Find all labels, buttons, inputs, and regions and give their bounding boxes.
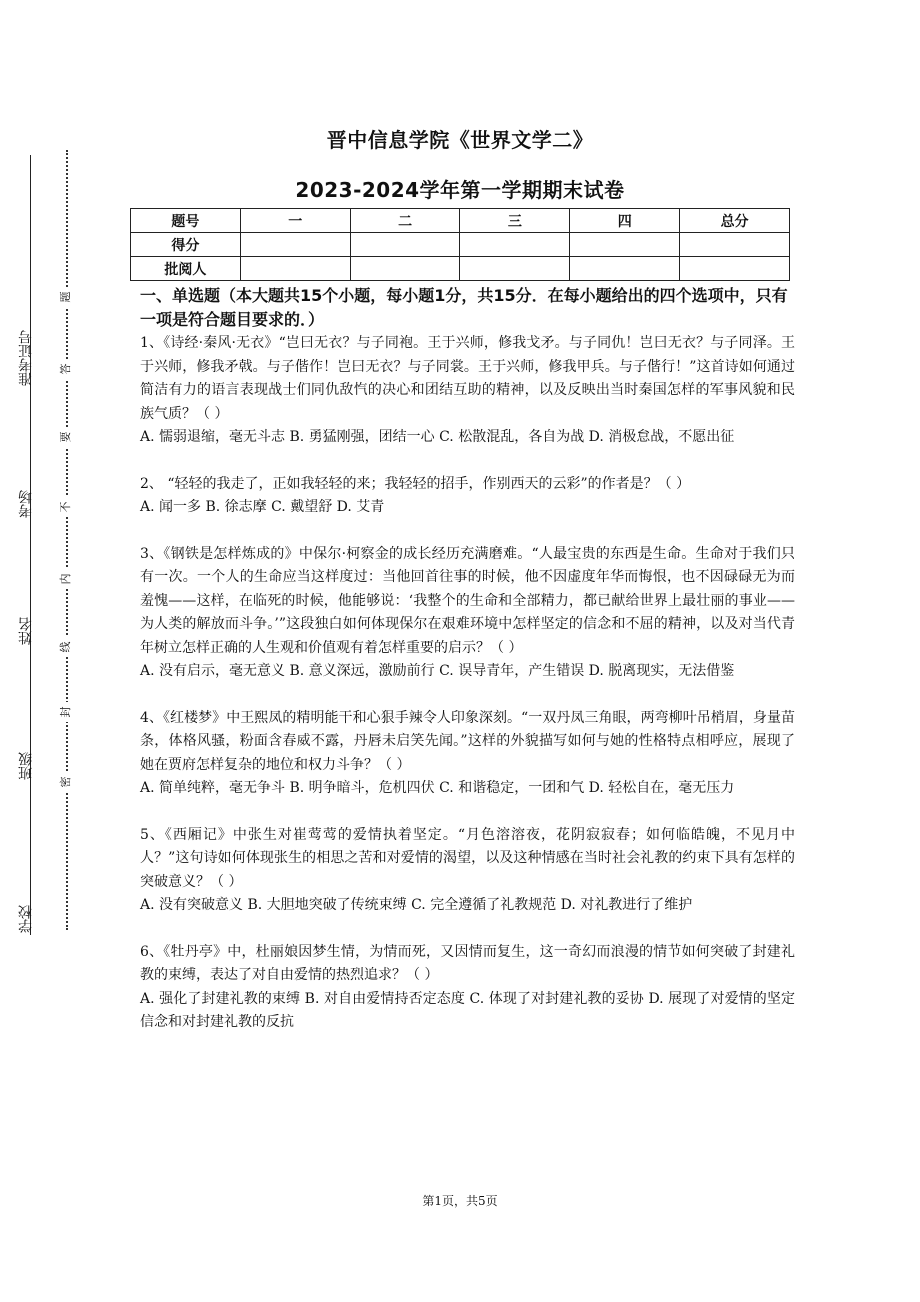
- question-5: [140, 824, 795, 918]
- grader-cell[interactable]: [350, 257, 460, 281]
- score-cell[interactable]: [460, 233, 570, 257]
- row-label-grader: 批阅人: [131, 257, 241, 281]
- question-3: [140, 543, 795, 684]
- binding-fill-line: [30, 155, 31, 935]
- table-header-cell: 四: [570, 209, 680, 233]
- table-header-cell: 一: [240, 209, 350, 233]
- question-6: [140, 941, 795, 1035]
- grader-row: [131, 257, 790, 281]
- score-table: [130, 208, 790, 281]
- question-options: A. 没有突破意义 B. 大胆地突破了传统束缚 C. 完全遵循了礼教规范 D. 对礼教进行了维护: [140, 897, 693, 913]
- question-options: A. 闻一多 B. 徐志摩 C. 戴望舒 D. 艾青: [140, 499, 385, 515]
- table-header-cell: 总分: [680, 209, 790, 233]
- seal-char: 密: [59, 772, 73, 792]
- question-1: [140, 332, 795, 450]
- exam-title: 晋中信息学院《世界文学二》: [326, 128, 594, 152]
- grader-cell[interactable]: [240, 257, 350, 281]
- seal-char: 封: [59, 702, 73, 722]
- question-options: A. 懦弱退缩，毫无斗志 B. 勇猛刚强，团结一心 C. 松散混乱，各自为战 D. 消极怠战，不愿出征: [140, 429, 735, 445]
- seal-char: 要: [59, 427, 73, 447]
- exam-content: [140, 284, 795, 1035]
- score-cell[interactable]: [240, 233, 350, 257]
- table-header-cell: 二: [350, 209, 460, 233]
- seal-char: 不: [59, 497, 73, 517]
- seal-dotted-line: [66, 150, 68, 930]
- question-stem: 5、《西厢记》中张生对崔莺莺的爱情执着坚定。“月色溶溶夜，花阴寂寂春；如何临皓魄，不见月中人？”这句诗如何体现张生的相思之苦和对爱情的渴望，以及这种情感在当时社会礼教的约束下具有怎样的突破意义？（ ）: [140, 826, 795, 890]
- score-table-header-row: [131, 209, 790, 233]
- question-stem: 2、 “轻轻的我走了，正如我轻轻的来；我轻轻的招手，作别西天的云彩”的作者是？（ ）: [140, 475, 691, 492]
- seal-char: 内: [59, 569, 73, 589]
- seal-char: 线: [59, 637, 73, 657]
- page-footer: 第1页，共5页: [422, 1194, 498, 1208]
- score-cell[interactable]: [570, 233, 680, 257]
- question-stem: 6、《牡丹亭》中，杜丽娘因梦生情，为情而死，又因情而复生，这一奇幻而浪漫的情节如何突破了封建礼教的束缚，表达了对自由爱情的热烈追求？（ ）: [140, 943, 795, 983]
- grader-cell[interactable]: [460, 257, 570, 281]
- school-label: 学校: [18, 905, 34, 933]
- admission-number-label: 准考证号: [18, 330, 34, 386]
- row-label-score: 得分: [131, 233, 241, 257]
- score-row: [131, 233, 790, 257]
- question-stem: 3、《钢铁是怎样炼成的》中保尔·柯察金的成长经历充满磨难。“人最宝贵的东西是生命。生命对于我们只有一次。一个人的生命应当这样度过：当他回首往事的时候，他不因虚度年华而悔恨，也不因碌碌无为而羞愧——这样，在临死的时候，他能够说：‘我整个的生命和全部精力，都已献给世界上最壮丽的事业——为人类的解放而斗争。’”这段独白如何体现保尔在艰难环境中怎样坚定的信念和不屈的精神，以及对当代青年树立怎样正确的人生观和价值观有着怎样重要的启示？（ ）: [140, 545, 795, 656]
- grader-cell[interactable]: [570, 257, 680, 281]
- exam-room-label: 考场: [18, 490, 34, 518]
- question-stem: 1、《诗经·秦风·无衣》“岂曰无衣？与子同袍。王于兴师，修我戈矛。与子同仇！岂曰无衣？与子同泽。王于兴师，修我矛戟。与子偕作！岂曰无衣？与子同裳。王于兴师，修我甲兵。与子偕行！”这首诗如何通过简洁有力的语言表现战士们同仇敌忾的决心和团结互助的精神，以及反映出当时秦国怎样的军事风貌和民族气质？（ ）: [140, 335, 795, 422]
- score-cell[interactable]: [680, 233, 790, 257]
- question-2: [140, 473, 795, 520]
- table-header-cell: 题号: [131, 209, 241, 233]
- question-stem: 4、《红楼梦》中王熙凤的精明能干和心狠手辣令人印象深刻。“一双丹凤三角眼，两弯柳叶吊梢眉，身量苗条，体格风骚，粉面含春威不露，丹唇未启笑先闻。”这样的外貌描写如何与她的性格特点相呼应，展现了她在贾府怎样复杂的地位和权力斗争？（ ）: [140, 709, 795, 773]
- question-options: A. 简单纯粹，毫无争斗 B. 明争暗斗，危机四伏 C. 和谐稳定，一团和气 D. 轻松自在，毫无压力: [140, 780, 735, 796]
- class-label: 班级: [18, 752, 34, 780]
- section-heading: 一、单选题（本大题共15个小题，每小题1分，共15分．在每小题给出的四个选项中，只有一项是符合题目要求的．）: [140, 286, 788, 329]
- question-4: [140, 707, 795, 801]
- exam-subtitle: 2023-2024学年第一学期期末试卷: [295, 178, 625, 202]
- question-options: A. 没有启示，毫无意义 B. 意义深远，激励前行 C. 误导青年，产生错误 D. 脱离现实，无法借鉴: [140, 663, 735, 679]
- grader-cell[interactable]: [680, 257, 790, 281]
- seal-char: 答: [59, 359, 73, 379]
- table-header-cell: 三: [460, 209, 570, 233]
- name-label: 姓名: [18, 617, 34, 645]
- score-cell[interactable]: [350, 233, 460, 257]
- seal-char: 题: [59, 287, 73, 307]
- question-options: A. 强化了封建礼教的束缚 B. 对自由爱情持否定态度 C. 体现了对封建礼教的妥协 D. 展现了对爱情的坚定信念和对封建礼教的反抗: [140, 990, 795, 1030]
